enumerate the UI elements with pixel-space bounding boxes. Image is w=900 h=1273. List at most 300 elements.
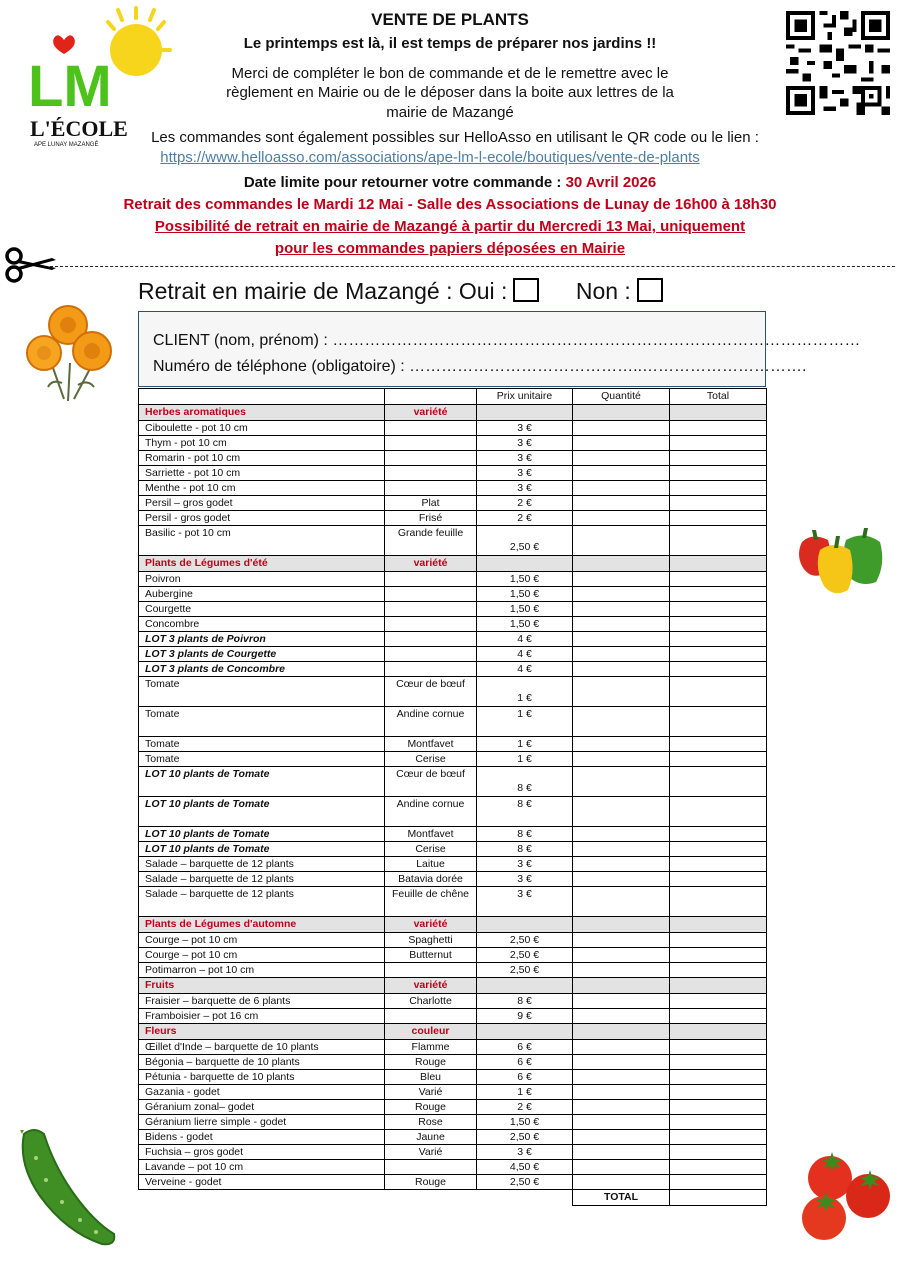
product-row	[139, 1130, 767, 1145]
empty-cell	[670, 556, 767, 572]
product-name: Romarin - pot 10 cm	[139, 451, 385, 466]
unit-price: 3 €	[477, 466, 573, 481]
line-total-cell[interactable]	[670, 466, 767, 481]
unit-price: 8 €	[477, 827, 573, 842]
unit-price: 1,50 €	[477, 617, 573, 632]
quantity-cell[interactable]	[573, 948, 670, 963]
product-row	[139, 436, 767, 451]
product-variety	[385, 451, 477, 466]
unit-price: 6 €	[477, 1055, 573, 1070]
quantity-cell[interactable]	[573, 572, 670, 587]
product-variety: Grande feuille	[385, 526, 477, 556]
unit-price: 3 €	[477, 436, 573, 451]
line-total-cell[interactable]	[670, 526, 767, 556]
quantity-cell[interactable]	[573, 1160, 670, 1175]
total-label: TOTAL	[573, 1190, 670, 1206]
quantity-cell[interactable]	[573, 602, 670, 617]
unit-price: 6 €	[477, 1040, 573, 1055]
unit-price: 2,50 €	[477, 1175, 573, 1190]
product-name: Poivron	[139, 572, 385, 587]
intro-line: Merci de compléter le bon de commande et de le remettre avec le	[231, 65, 669, 82]
product-variety: Bleu	[385, 1070, 477, 1085]
section-variety-label: couleur	[385, 1024, 477, 1040]
non-label: Non :	[575, 278, 631, 304]
line-total-cell[interactable]	[670, 767, 767, 797]
product-name: Salade – barquette de 12 plants	[139, 887, 385, 917]
product-row	[139, 511, 767, 526]
product-name: Géranium lierre simple - godet	[139, 1115, 385, 1130]
product-variety: Andine cornue	[385, 707, 477, 737]
product-row	[139, 572, 767, 587]
page-subtitle: Le printemps est là, il est temps de préparer nos jardins !!	[243, 35, 657, 52]
unit-price: 1 €	[477, 752, 573, 767]
unit-price: 2,50 €	[477, 963, 573, 978]
empty-cell	[477, 978, 573, 994]
unit-price: 8 €	[477, 994, 573, 1009]
line-total-cell[interactable]	[670, 572, 767, 587]
logo-tagline: APE LUNAY MAZANGÉ	[34, 142, 99, 148]
product-row	[139, 994, 767, 1009]
line-total-cell[interactable]	[670, 647, 767, 662]
product-variety: Frisé	[385, 511, 477, 526]
non-checkbox[interactable]	[637, 278, 663, 302]
marigold-illustration	[22, 303, 118, 403]
quantity-cell[interactable]	[573, 797, 670, 827]
retrait-label: Retrait en mairie de Mazangé : Oui :	[138, 278, 508, 304]
client-box	[138, 311, 861, 387]
quantity-cell[interactable]	[573, 511, 670, 526]
product-name: Menthe - pot 10 cm	[139, 481, 385, 496]
column-header	[139, 389, 385, 405]
section-title: Herbes aromatiques	[139, 405, 385, 421]
quantity-cell[interactable]	[573, 632, 670, 647]
product-name: Potimarron – pot 10 cm	[139, 963, 385, 978]
line-total-cell[interactable]	[670, 1145, 767, 1160]
product-variety	[385, 436, 477, 451]
line-total-cell[interactable]	[670, 948, 767, 963]
cucumber-illustration	[16, 1128, 122, 1246]
quantity-cell[interactable]	[573, 1070, 670, 1085]
line-total-cell[interactable]	[670, 737, 767, 752]
quantity-cell[interactable]	[573, 1115, 670, 1130]
peppers-illustration	[794, 524, 888, 596]
unit-price: 3 €	[477, 451, 573, 466]
product-variety	[385, 572, 477, 587]
helloasso-link[interactable]: https://www.helloasso.com/associations/ape-lm-l-ecole/boutiques/vente-de-plants	[160, 149, 700, 166]
line-total-cell[interactable]	[670, 842, 767, 857]
quantity-cell[interactable]	[573, 1055, 670, 1070]
product-row	[139, 647, 767, 662]
product-variety	[385, 647, 477, 662]
quantity-cell[interactable]	[573, 496, 670, 511]
product-name: Fraisier – barquette de 6 plants	[139, 994, 385, 1009]
product-name: Thym - pot 10 cm	[139, 436, 385, 451]
line-total-cell[interactable]	[670, 994, 767, 1009]
section-variety-label: variété	[385, 917, 477, 933]
product-row	[139, 1070, 767, 1085]
mairie-pickup-line: Possibilité de retrait en mairie de Mazangé à partir du Mercredi 13 Mai, uniquement	[154, 218, 746, 235]
product-variety: Plat	[385, 496, 477, 511]
unit-price: 1 €	[477, 737, 573, 752]
product-row	[139, 827, 767, 842]
unit-price: 3 €	[477, 421, 573, 436]
product-variety: Butternut	[385, 948, 477, 963]
product-row	[139, 587, 767, 602]
quantity-cell[interactable]	[573, 752, 670, 767]
product-row	[139, 617, 767, 632]
line-total-cell[interactable]	[670, 1070, 767, 1085]
column-header-price: Prix unitaire	[477, 389, 573, 405]
logo-name: L'ÉCOLE	[30, 116, 128, 141]
product-name: LOT 10 plants de Tomate	[139, 797, 385, 827]
section-variety-label: variété	[385, 556, 477, 572]
column-header	[385, 389, 477, 405]
product-name: Tomate	[139, 707, 385, 737]
intro-line: mairie de Mazangé	[386, 104, 514, 121]
product-name: Ciboulette - pot 10 cm	[139, 421, 385, 436]
product-row	[139, 662, 767, 677]
unit-price: 4 €	[477, 632, 573, 647]
product-variety	[385, 587, 477, 602]
product-variety: Montfavet	[385, 737, 477, 752]
product-row	[139, 963, 767, 978]
quantity-cell[interactable]	[573, 827, 670, 842]
section-header-row	[139, 917, 767, 933]
section-title: Plants de Légumes d'automne	[139, 917, 385, 933]
empty-cell	[385, 1190, 477, 1206]
unit-price: 3 €	[477, 481, 573, 496]
product-name: Bégonia – barquette de 10 plants	[139, 1055, 385, 1070]
empty-cell	[477, 556, 573, 572]
product-name: Tomate	[139, 677, 385, 707]
scissors-icon	[4, 246, 58, 284]
empty-cell	[477, 1190, 573, 1206]
product-name: Gazania - godet	[139, 1085, 385, 1100]
quantity-cell[interactable]	[573, 842, 670, 857]
empty-cell	[670, 1024, 767, 1040]
grand-total-cell[interactable]	[670, 1190, 767, 1206]
product-name: Courge – pot 10 cm	[139, 948, 385, 963]
product-row	[139, 1055, 767, 1070]
product-name: Courge – pot 10 cm	[139, 933, 385, 948]
product-variety: Spaghetti	[385, 933, 477, 948]
line-total-cell[interactable]	[670, 1160, 767, 1175]
unit-price: 2 €	[477, 1100, 573, 1115]
product-name: Œillet d'Inde – barquette de 10 plants	[139, 1040, 385, 1055]
unit-price: 9 €	[477, 1009, 573, 1024]
product-name: Fuchsia – gros godet	[139, 1145, 385, 1160]
table-header	[139, 389, 767, 405]
retrait-choice	[138, 278, 663, 305]
product-variety: Jaune	[385, 1130, 477, 1145]
product-row	[139, 1100, 767, 1115]
product-variety	[385, 421, 477, 436]
quantity-cell[interactable]	[573, 481, 670, 496]
quantity-cell[interactable]	[573, 707, 670, 737]
product-variety: Cerise	[385, 752, 477, 767]
product-row	[139, 872, 767, 887]
product-name: Géranium zonal– godet	[139, 1100, 385, 1115]
product-row	[139, 602, 767, 617]
line-total-cell[interactable]	[670, 496, 767, 511]
section-title: Plants de Légumes d'été	[139, 556, 385, 572]
product-name: LOT 10 plants de Tomate	[139, 767, 385, 797]
product-variety: Cerise	[385, 842, 477, 857]
line-total-cell[interactable]	[670, 602, 767, 617]
line-total-cell[interactable]	[670, 1040, 767, 1055]
section-variety-label: variété	[385, 405, 477, 421]
line-total-cell[interactable]	[670, 887, 767, 917]
line-total-cell[interactable]	[670, 632, 767, 647]
line-total-cell[interactable]	[670, 436, 767, 451]
line-total-cell[interactable]	[670, 752, 767, 767]
product-row	[139, 767, 767, 797]
product-variety: Cœur de bœuf	[385, 677, 477, 707]
product-name: Framboisier – pot 16 cm	[139, 1009, 385, 1024]
line-total-cell[interactable]	[670, 1009, 767, 1024]
product-variety	[385, 1009, 477, 1024]
product-variety: Charlotte	[385, 994, 477, 1009]
quantity-cell[interactable]	[573, 767, 670, 797]
product-variety: Rouge	[385, 1100, 477, 1115]
product-row	[139, 421, 767, 436]
empty-cell	[573, 978, 670, 994]
unit-price: 2 €	[477, 511, 573, 526]
oui-checkbox[interactable]	[513, 278, 539, 302]
quantity-cell[interactable]	[573, 662, 670, 677]
product-row	[139, 1160, 767, 1175]
quantity-cell[interactable]	[573, 857, 670, 872]
product-variety: Rouge	[385, 1055, 477, 1070]
mairie-pickup-line: pour les commandes papiers déposées en Mairie	[274, 240, 626, 257]
quantity-cell[interactable]	[573, 1009, 670, 1024]
product-variety: Varié	[385, 1145, 477, 1160]
product-name: Bidens - godet	[139, 1130, 385, 1145]
quantity-cell[interactable]	[573, 526, 670, 556]
line-total-cell[interactable]	[670, 963, 767, 978]
unit-price: 1 €	[477, 677, 573, 707]
product-row	[139, 857, 767, 872]
product-name: Salade – barquette de 12 plants	[139, 857, 385, 872]
quantity-cell[interactable]	[573, 677, 670, 707]
product-variety: Andine cornue	[385, 797, 477, 827]
section-header-row	[139, 978, 767, 994]
line-total-cell[interactable]	[670, 587, 767, 602]
quantity-cell[interactable]	[573, 1085, 670, 1100]
tomatoes-illustration	[796, 1148, 894, 1244]
line-total-cell[interactable]	[670, 1100, 767, 1115]
unit-price: 2 €	[477, 496, 573, 511]
product-name: Salade – barquette de 12 plants	[139, 872, 385, 887]
product-row	[139, 797, 767, 827]
product-variety: Varié	[385, 1085, 477, 1100]
product-variety	[385, 632, 477, 647]
product-row	[139, 887, 767, 917]
line-total-cell[interactable]	[670, 1130, 767, 1145]
page-title: VENTE DE PLANTS	[371, 10, 529, 29]
unit-price: 2,50 €	[477, 948, 573, 963]
logo-letters: LM	[28, 54, 112, 119]
product-variety	[385, 602, 477, 617]
quantity-cell[interactable]	[573, 872, 670, 887]
quantity-cell[interactable]	[573, 1175, 670, 1190]
empty-cell	[573, 917, 670, 933]
product-row	[139, 1115, 767, 1130]
section-header-row	[139, 556, 767, 572]
line-total-cell[interactable]	[670, 797, 767, 827]
product-variety	[385, 1160, 477, 1175]
unit-price: 1,50 €	[477, 572, 573, 587]
order-table	[138, 388, 767, 1206]
quantity-cell[interactable]	[573, 887, 670, 917]
empty-cell	[670, 405, 767, 421]
product-variety: Montfavet	[385, 827, 477, 842]
product-row	[139, 526, 767, 556]
line-total-cell[interactable]	[670, 933, 767, 948]
product-row	[139, 1175, 767, 1190]
quantity-cell[interactable]	[573, 994, 670, 1009]
line-total-cell[interactable]	[670, 617, 767, 632]
quantity-cell[interactable]	[573, 1040, 670, 1055]
product-name: Pétunia - barquette de 10 plants	[139, 1070, 385, 1085]
unit-price: 2,50 €	[477, 1130, 573, 1145]
quantity-cell[interactable]	[573, 421, 670, 436]
quantity-cell[interactable]	[573, 451, 670, 466]
product-row	[139, 632, 767, 647]
deadline-date: 30 Avril 2026	[565, 174, 657, 191]
product-variety	[385, 963, 477, 978]
line-total-cell[interactable]	[670, 827, 767, 842]
line-total-cell[interactable]	[670, 872, 767, 887]
cut-line	[50, 266, 895, 267]
column-header-quantity: Quantité	[573, 389, 670, 405]
quantity-cell[interactable]	[573, 647, 670, 662]
unit-price: 1,50 €	[477, 1115, 573, 1130]
line-total-cell[interactable]	[670, 421, 767, 436]
empty-cell	[477, 917, 573, 933]
unit-price: 8 €	[477, 797, 573, 827]
column-header-total: Total	[670, 389, 767, 405]
product-row	[139, 496, 767, 511]
line-total-cell[interactable]	[670, 677, 767, 707]
line-total-cell[interactable]	[670, 707, 767, 737]
line-total-cell[interactable]	[670, 481, 767, 496]
quantity-cell[interactable]	[573, 737, 670, 752]
product-variety: Laitue	[385, 857, 477, 872]
product-row	[139, 1085, 767, 1100]
pickup-info: Retrait des commandes le Mardi 12 Mai - Salle des Associations de Lunay de 16h00 à 18h30	[123, 196, 777, 213]
product-name: Concombre	[139, 617, 385, 632]
product-name: Basilic - pot 10 cm	[139, 526, 385, 556]
unit-price: 1 €	[477, 1085, 573, 1100]
unit-price: 3 €	[477, 872, 573, 887]
unit-price: 2,50 €	[477, 526, 573, 556]
line-total-cell[interactable]	[670, 1085, 767, 1100]
quantity-cell[interactable]	[573, 1100, 670, 1115]
line-total-cell[interactable]	[670, 451, 767, 466]
product-variety: Flamme	[385, 1040, 477, 1055]
product-row	[139, 1009, 767, 1024]
section-variety-label: variété	[385, 978, 477, 994]
quantity-cell[interactable]	[573, 1145, 670, 1160]
product-row	[139, 481, 767, 496]
unit-price: 1 €	[477, 707, 573, 737]
product-variety	[385, 662, 477, 677]
unit-price: 8 €	[477, 767, 573, 797]
section-title: Fruits	[139, 978, 385, 994]
qr-code[interactable]	[786, 11, 890, 115]
line-total-cell[interactable]	[670, 662, 767, 677]
product-variety: Feuille de chêne	[385, 887, 477, 917]
section-title: Fleurs	[139, 1024, 385, 1040]
product-name: LOT 3 plants de Poivron	[139, 632, 385, 647]
product-variety: Batavia dorée	[385, 872, 477, 887]
product-name: LOT 10 plants de Tomate	[139, 842, 385, 857]
client-phone-field[interactable]: Numéro de téléphone (obligatoire) : ……………………………………..………………………….	[153, 358, 807, 375]
product-name: LOT 10 plants de Tomate	[139, 827, 385, 842]
product-name: Aubergine	[139, 587, 385, 602]
product-row	[139, 737, 767, 752]
product-variety: Rouge	[385, 1175, 477, 1190]
line-total-cell[interactable]	[670, 857, 767, 872]
line-total-cell[interactable]	[670, 1175, 767, 1190]
unit-price: 1,50 €	[477, 587, 573, 602]
quantity-cell[interactable]	[573, 587, 670, 602]
empty-cell	[670, 978, 767, 994]
unit-price: 3 €	[477, 887, 573, 917]
quantity-cell[interactable]	[573, 466, 670, 481]
quantity-cell[interactable]	[573, 963, 670, 978]
product-row	[139, 707, 767, 737]
quantity-cell[interactable]	[573, 436, 670, 451]
quantity-cell[interactable]	[573, 933, 670, 948]
product-name: Tomate	[139, 752, 385, 767]
quantity-cell[interactable]	[573, 617, 670, 632]
client-name-field[interactable]: CLIENT (nom, prénom) : ………………………………………………………………………………………	[153, 332, 861, 349]
line-total-cell[interactable]	[670, 1115, 767, 1130]
unit-price: 2,50 €	[477, 933, 573, 948]
product-row	[139, 933, 767, 948]
product-name: Lavande – pot 10 cm	[139, 1160, 385, 1175]
unit-price: 4 €	[477, 662, 573, 677]
quantity-cell[interactable]	[573, 1130, 670, 1145]
product-name: Verveine - godet	[139, 1175, 385, 1190]
line-total-cell[interactable]	[670, 511, 767, 526]
section-header-row	[139, 405, 767, 421]
product-name: LOT 3 plants de Courgette	[139, 647, 385, 662]
product-variety: Rose	[385, 1115, 477, 1130]
total-row	[139, 1190, 767, 1206]
unit-price: 6 €	[477, 1070, 573, 1085]
empty-cell	[477, 1024, 573, 1040]
line-total-cell[interactable]	[670, 1055, 767, 1070]
product-variety	[385, 466, 477, 481]
product-variety: Cœur de bœuf	[385, 767, 477, 797]
empty-cell	[670, 917, 767, 933]
product-row	[139, 752, 767, 767]
unit-price: 3 €	[477, 857, 573, 872]
logo-heart	[53, 35, 75, 54]
helloasso-text: Les commandes sont également possibles sur HelloAsso en utilisant le QR code ou le lien :	[151, 129, 759, 146]
product-name: Sarriette - pot 10 cm	[139, 466, 385, 481]
product-name: Persil – gros godet	[139, 496, 385, 511]
empty-cell	[573, 405, 670, 421]
product-row	[139, 451, 767, 466]
product-row	[139, 842, 767, 857]
product-name: Tomate	[139, 737, 385, 752]
unit-price: 3 €	[477, 1145, 573, 1160]
unit-price: 8 €	[477, 842, 573, 857]
